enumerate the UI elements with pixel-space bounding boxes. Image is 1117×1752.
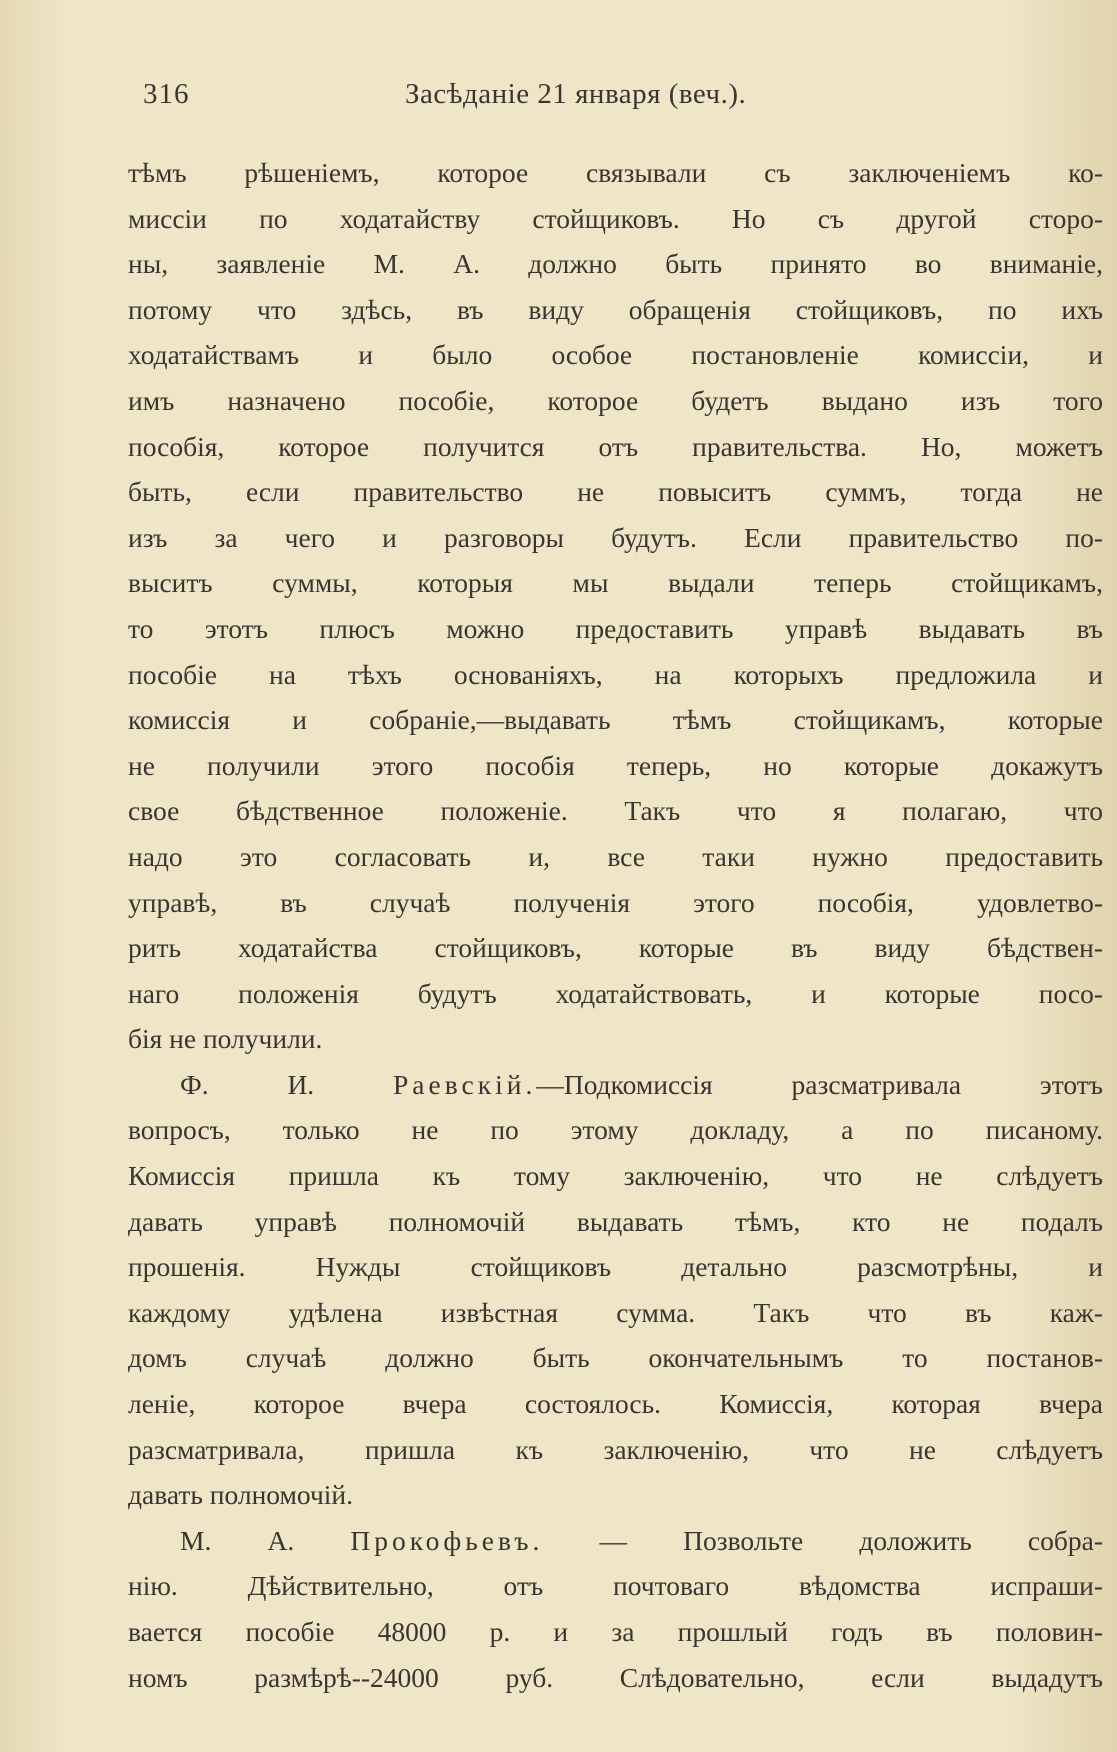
line-text: управѣ, въ случаѣ полученія этого пособія, удовлетво-: [128, 886, 1103, 918]
speaker-line: [128, 1062, 1103, 1108]
line-text: выситъ суммы, которыя мы выдали теперь стойщикамъ,: [128, 567, 1103, 599]
line-text: не получили этого пособія теперь, но которые докажутъ: [128, 749, 1103, 781]
line-text: —Подкомиссія разсматривала этотъ: [536, 1068, 1103, 1100]
text-line: [128, 1609, 1103, 1655]
line-text: быть, если правительство не повыситъ суммъ, тогда не: [128, 476, 1103, 508]
text-line: [128, 1655, 1103, 1701]
line-text: вопросъ, только не по этому докладу, а по писаному.: [128, 1114, 1103, 1146]
line-text: прошенія. Нужды стойщиковъ детально разсмотрѣны, и: [128, 1251, 1103, 1283]
speaker-initials: М. А.: [180, 1524, 351, 1556]
text-line: [128, 1427, 1103, 1473]
text-line: [128, 880, 1103, 926]
line-text: миссіи по ходатайству стойщиковъ. Но съ другой сторо-: [128, 202, 1103, 234]
line-text: каждому удѣлена извѣстная сумма. Такъ что въ каж-: [128, 1296, 1103, 1328]
text-line: [128, 606, 1103, 652]
line-text: ны, заявленіе М. А. должно быть принято во вниманіе,: [128, 248, 1103, 280]
text-line: [128, 1199, 1103, 1245]
line-text: рить ходатайства стойщиковъ, которые въ виду бѣдствен-: [128, 932, 1103, 964]
text-line: [128, 788, 1103, 834]
line-text: то этотъ плюсъ можно предоставить управѣ выдавать въ: [128, 612, 1103, 644]
text-line: [128, 1335, 1103, 1381]
line-text: изъ за чего и разговоры будутъ. Если правительство по-: [128, 521, 1103, 553]
line-text: имъ назначено пособіе, которое будетъ выдано изъ того: [128, 384, 1103, 416]
page-header: [143, 78, 1093, 122]
text-line: [128, 1244, 1103, 1290]
text-line: [128, 378, 1103, 424]
text-line: [128, 241, 1103, 287]
line-text: надо это согласовать и, все таки нужно предоставить: [128, 840, 1103, 872]
text-line: [128, 652, 1103, 698]
line-text: потому что здѣсь, въ виду обращенія стойщиковъ, по ихъ: [128, 293, 1103, 325]
line-text: домъ случаѣ должно быть окончательнымъ то постанов-: [128, 1342, 1103, 1374]
text-line: [128, 560, 1103, 606]
speaker-name: Раевскій.: [393, 1068, 537, 1100]
text-line: [128, 834, 1103, 880]
text-line: [128, 743, 1103, 789]
text-line: [128, 469, 1103, 515]
line-text: тѣмъ рѣшеніемъ, которое связывали съ заключеніемъ ко-: [128, 157, 1103, 188]
text-line: [128, 1016, 1103, 1062]
line-text: леніе, которое вчера состоялось. Комиссія, которая вчера: [128, 1388, 1103, 1420]
line-text: бія не получили.: [128, 1023, 323, 1055]
body-text: [128, 150, 1103, 1700]
line-text: разсматривала, пришла къ заключенію, что не слѣдуетъ: [128, 1433, 1103, 1465]
text-line: [128, 697, 1103, 743]
text-line: [128, 1290, 1103, 1336]
line-text: давать полномочій.: [128, 1479, 354, 1511]
text-line: [128, 150, 1103, 196]
page-number: 316: [143, 78, 190, 110]
speaker-name: Прокофьевъ.: [350, 1524, 544, 1556]
text-line: [128, 1563, 1103, 1609]
speaker-initials: Ф. И.: [180, 1068, 394, 1100]
text-line: [128, 1381, 1103, 1427]
line-text: пособіе на тѣхъ основаніяхъ, на которыхъ предложила и: [128, 658, 1103, 690]
text-line: [128, 971, 1103, 1017]
line-text: пособія, которое получится отъ правительства. Но, можетъ: [128, 430, 1103, 462]
line-text: комиссія и собраніе,—выдавать тѣмъ стойщикамъ, которые: [128, 704, 1103, 736]
line-text: давать управѣ полномочій выдавать тѣмъ, кто не подалъ: [128, 1205, 1103, 1237]
line-text: вается пособіе 48000 р. и за прошлый годъ въ половин-: [128, 1616, 1103, 1647]
text-line: [128, 925, 1103, 971]
text-line: [128, 424, 1103, 470]
line-text: — Позвольте доложить собра-: [543, 1524, 1103, 1556]
line-text: нію. Дѣйствительно, отъ почтоваго вѣдомства испраши-: [128, 1570, 1103, 1602]
text-line: [128, 1472, 1103, 1518]
text-line: [128, 196, 1103, 242]
text-line: [128, 1107, 1103, 1153]
line-text: номъ размѣрѣ--24000 руб. Слѣдовательно, если выдадутъ: [128, 1661, 1103, 1693]
text-line: [128, 515, 1103, 561]
running-head: Засѣданіе 21 января (веч.).: [405, 78, 747, 110]
speaker-line: [128, 1518, 1103, 1564]
text-line: [128, 287, 1103, 333]
line-text: свое бѣдственное положеніе. Такъ что я полагаю, что: [128, 795, 1103, 827]
text-line: [128, 1153, 1103, 1199]
text-line: [128, 332, 1103, 378]
line-text: ходатайствамъ и было особое постановленіе комиссіи, и: [128, 339, 1103, 371]
line-text: Комиссія пришла къ тому заключенію, что не слѣдуетъ: [128, 1160, 1103, 1192]
line-text: наго положенія будутъ ходатайствовать, и которые посо-: [128, 977, 1103, 1009]
